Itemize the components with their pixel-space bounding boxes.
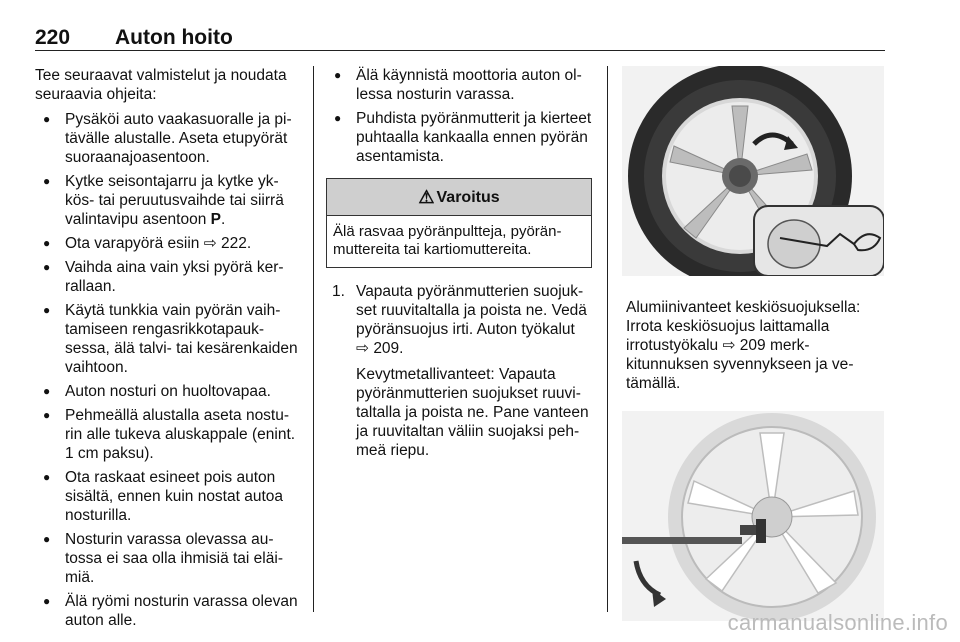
list-item: ● Pehmeällä alustalla aseta nosturin alle tukeva aluskappale (enint. 1 cm paksu). [35, 406, 301, 463]
intro-text: Tee seuraavat valmistelut ja noudata seuraavia ohjeita: [35, 67, 287, 103]
column-divider [313, 66, 314, 612]
step-number: 1. [332, 283, 345, 300]
page-number: 220 [35, 26, 71, 49]
wheel-center-cap-illustration [622, 66, 884, 276]
warning-triangle-icon: ⚠ [418, 186, 435, 207]
list-item: ● Kytke seisontajarru ja kytke ykkös- tai peruutusvaihde tai siirrä valintavipu asentoon P. [35, 172, 301, 229]
column-1 [35, 66, 301, 635]
step-item [326, 282, 592, 460]
alloy-wheel-screwdriver-illustration [622, 411, 884, 621]
column-2 [326, 66, 592, 467]
column-3 [622, 66, 886, 621]
list-item: ● Ota varapyörä esiin ⇨ 222. [35, 234, 301, 253]
gear-position-label: P [210, 211, 221, 228]
warning-text: Älä rasvaa pyöränpultteja, pyöränmuttereita tai kartiomuttereita. [333, 223, 562, 258]
list-item: ● Auton nosturi on huoltovapaa. [35, 382, 301, 401]
page-title: Auton hoito [115, 26, 233, 49]
warning-box [326, 178, 592, 268]
page-reference-link[interactable]: 209. [373, 340, 404, 357]
list-item: ● Älä käynnistä moottoria auton ollessa nosturin varassa. [326, 66, 592, 104]
figure-caption: Alumiinivanteet keskiösuojuksella: Irrota keskiösuojus laittamalla irrotustyökalu ⇨ 209 merkkitunnuksen syvennykseen ja vetämällä. [626, 299, 861, 392]
warning-header [327, 179, 591, 216]
list-item: ● Ota raskaat esineet pois auton sisältä, ennen kuin nostat autoa nosturilla. [35, 468, 301, 525]
watermark: carmanualsonline.info [727, 610, 948, 635]
page-reference-link[interactable]: 222. [221, 235, 252, 252]
warning-title: Varoitus [436, 188, 500, 206]
step-text: Vapauta pyöränmutterien suojukset ruuvitaltalla ja poista ne. Vedä pyöränsuojus irti. Auton työkalut ⇨ 209. [356, 283, 587, 357]
list-item: ● Puhdista pyöränmutterit ja kierteet puhtaalla kankaalla ennen pyörän asentamista. [326, 109, 592, 166]
column-divider [607, 66, 608, 612]
page-reference-link[interactable]: 209 [739, 337, 766, 354]
list-item: ● Pysäköi auto vaakasuoralle ja pitävälle alustalle. Aseta etupyörät suoraanajoasentoon. [35, 110, 301, 167]
page-ref-arrow-icon: ⇨ [203, 235, 217, 252]
list-item: ● Käytä tunkkia vain pyörän vaihtamiseen rengasrikkotapauksessa, älä talvi- tai kesärenkaiden vaihtoon. [35, 301, 301, 377]
step-subtext: Kevytmetallivanteet: Vapauta pyöränmutterien suojukset ruuvitaltalla ja poista ne. Pane vanteen ja ruuvitaltan väliin suojaksi pehmeä riepu. [356, 366, 589, 459]
list-item: ● Vaihda aina vain yksi pyörä kerrallaan. [35, 258, 301, 296]
list-item: ● Nosturin varassa olevassa autossa ei saa olla ihmisiä tai eläimiä. [35, 530, 301, 587]
list-item: ● Älä ryömi nosturin varassa olevan auton alle. [35, 592, 301, 630]
page-header [35, 20, 885, 51]
page-ref-arrow-icon: ⇨ [356, 340, 369, 357]
page-ref-arrow-icon: ⇨ [722, 337, 736, 354]
